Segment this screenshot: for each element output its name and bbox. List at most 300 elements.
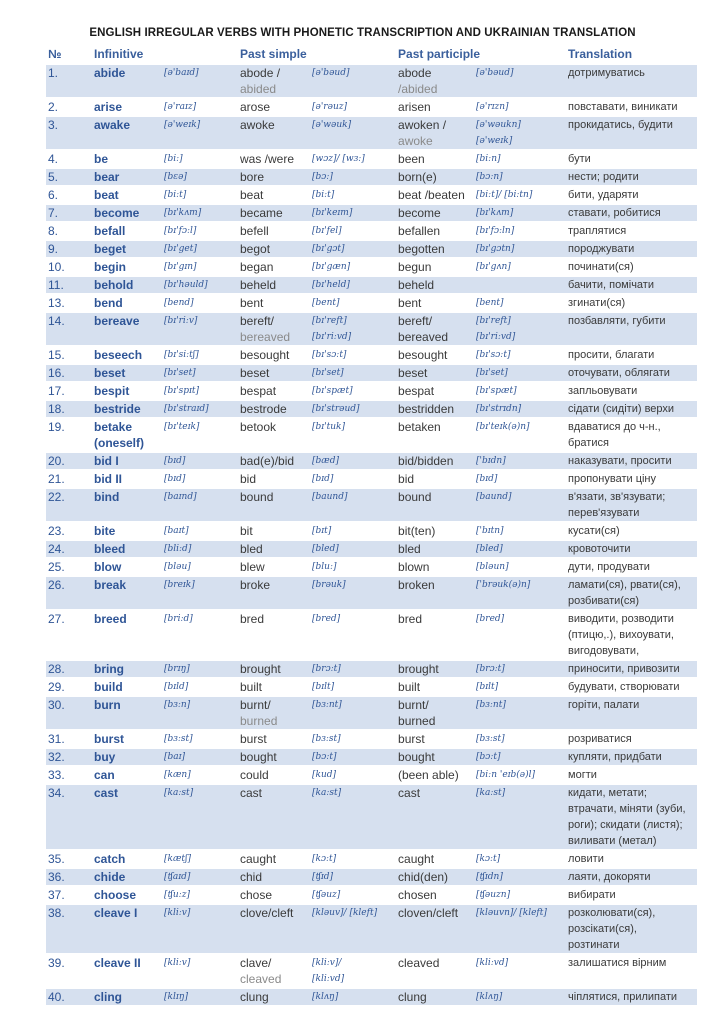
past-participle-transcription: [ʧəuzn] (474, 887, 566, 903)
translation-cell: будувати, створювати (566, 679, 697, 695)
past-participle-transcription: [ʧɪdn] (474, 869, 566, 885)
past-participle-cell: arisen (396, 99, 474, 115)
infinitive-transcription: [bɪd] (162, 471, 238, 487)
row-number: 17. (46, 383, 92, 399)
page-title: ENGLISH IRREGULAR VERBS WITH PHONETIC TRANSCRIPTION AND UKRAINIAN TRANSLATION (89, 27, 636, 39)
header-past-simple: Past simple (240, 47, 307, 61)
past-simple-transcription: [bɪ'set] (310, 365, 396, 381)
past-simple-cell: arose (238, 99, 310, 115)
infinitive-cell: choose (92, 887, 162, 903)
infinitive-transcription: [brɪŋ] (162, 661, 238, 677)
row-number: 36. (46, 869, 92, 885)
infinitive-transcription: [breɪk] (162, 577, 238, 609)
table-row (46, 241, 697, 257)
infinitive-transcription: [ə'raɪz] (162, 99, 238, 115)
past-simple-transcription: [bɪ'gæn] (310, 259, 396, 275)
past-participle-cell: become (396, 205, 474, 221)
table-body (46, 65, 697, 1005)
row-number: 39. (46, 955, 92, 987)
past-participle-transcription: [bɪlt] (474, 679, 566, 695)
row-number: 4. (46, 151, 92, 167)
translation-cell: в'язати, зв'язувати; перев'язувати (566, 489, 697, 521)
translation-cell: бути (566, 151, 697, 167)
past-simple-transcription: [bɜːst] (310, 731, 396, 747)
infinitive-cell: bind (92, 489, 162, 521)
infinitive-cell: bereave (92, 313, 162, 345)
past-participle-transcription: [bɪ'set] (474, 365, 566, 381)
past-participle-transcription: [bɪ'fɔːln] (474, 223, 566, 239)
past-participle-transcription: [bɪ'sɔːt] (474, 347, 566, 363)
infinitive-transcription: [bɪ'teɪk] (162, 419, 238, 451)
past-simple-transcription: [bɪ'keɪm] (310, 205, 396, 221)
past-simple-transcription: [bɪlt] (310, 679, 396, 695)
header-infinitive: Infinitive (94, 47, 144, 61)
past-participle-cell: bit(ten) (396, 523, 474, 539)
table-row (46, 955, 697, 987)
past-simple-cell: bit (238, 523, 310, 539)
infinitive-cell: chide (92, 869, 162, 885)
past-simple-cell: chose (238, 887, 310, 903)
infinitive-transcription: [bləu] (162, 559, 238, 575)
table-row (46, 661, 697, 677)
past-participle-transcription: [kaːst] (474, 785, 566, 849)
row-number: 23. (46, 523, 92, 539)
header-past-participle: Past participle (398, 47, 481, 61)
past-participle-cell: cloven/cleft (396, 905, 474, 953)
row-number: 16. (46, 365, 92, 381)
past-simple-cell: chid (238, 869, 310, 885)
translation-cell: залишатися вірним (566, 955, 697, 987)
past-participle-transcription: [klʌŋ] (474, 989, 566, 1005)
translation-cell: лаяти, докоряти (566, 869, 697, 885)
past-participle-cell: begun (396, 259, 474, 275)
row-number: 35. (46, 851, 92, 867)
infinitive-transcription: [klɪŋ] (162, 989, 238, 1005)
past-participle-transcription: [biːn] (474, 151, 566, 167)
past-simple-transcription: [bɪ'reft] [bɪ'riːvd] (310, 313, 396, 345)
translation-cell: вдаватися до ч-н., братися (566, 419, 697, 451)
row-number: 3. (46, 117, 92, 149)
past-participle-cell: bespat (396, 383, 474, 399)
infinitive-transcription: [ʧaɪd] (162, 869, 238, 885)
table-row (46, 117, 697, 149)
infinitive-transcription: [bɪ'həuld] (162, 277, 238, 293)
past-simple-cell: burst (238, 731, 310, 747)
past-simple-transcription: [bɪ'tuk] (310, 419, 396, 451)
past-simple-transcription: [bɪ'held] (310, 277, 396, 293)
past-participle-cell: bent (396, 295, 474, 311)
infinitive-cell: catch (92, 851, 162, 867)
past-simple-cell: betook (238, 419, 310, 451)
translation-cell: згинати(ся) (566, 295, 697, 311)
past-participle-cell: chid(den) (396, 869, 474, 885)
infinitive-transcription: [bɪ'siːtʃ] (162, 347, 238, 363)
past-participle-cell: burnt/ burned (396, 697, 474, 729)
row-number: 28. (46, 661, 92, 677)
translation-cell: нести; родити (566, 169, 697, 185)
table-row (46, 187, 697, 203)
past-participle-cell: broken (396, 577, 474, 609)
table-row (46, 785, 697, 849)
table-row (46, 383, 697, 399)
table-row (46, 767, 697, 783)
past-participle-cell: caught (396, 851, 474, 867)
past-participle-transcription: ['bɪdn] (474, 453, 566, 469)
table-row (46, 99, 697, 115)
infinitive-transcription: [bɪ'riːv] (162, 313, 238, 345)
past-simple-transcription: [ə'rəuz] (310, 99, 396, 115)
past-participle-transcription: [ə'bəud] (474, 65, 566, 97)
past-participle-transcription: [bɪ'reft] [bɪ'riːvd] (474, 313, 566, 345)
row-number: 10. (46, 259, 92, 275)
past-simple-cell: bent (238, 295, 310, 311)
infinitive-cell: bring (92, 661, 162, 677)
past-simple-cell: bore (238, 169, 310, 185)
translation-cell: могти (566, 767, 697, 783)
past-participle-transcription: [bɪ'gɔtn] (474, 241, 566, 257)
infinitive-transcription: [bɪ'gɪn] (162, 259, 238, 275)
translation-cell: купляти, придбати (566, 749, 697, 765)
infinitive-cell: befall (92, 223, 162, 239)
table-row (46, 731, 697, 747)
infinitive-transcription: [bɪld] (162, 679, 238, 695)
table-row (46, 365, 697, 381)
past-simple-cell: broke (238, 577, 310, 609)
translation-cell: виводити, розводити (птицю,.), вихоувати, вигодовувати, (566, 611, 697, 659)
past-simple-transcription: [ʧɪd] (310, 869, 396, 885)
past-simple-cell: could (238, 767, 310, 783)
past-simple-transcription: [bɪ'gɔt] (310, 241, 396, 257)
table-row (46, 471, 697, 487)
past-participle-transcription: [brɔːt] (474, 661, 566, 677)
translation-cell: сідати (сидіти) верхи (566, 401, 697, 417)
past-simple-transcription: [bɪd] (310, 471, 396, 487)
row-number: 29. (46, 679, 92, 695)
past-participle-transcription: [bɜːst] (474, 731, 566, 747)
past-simple-transcription: [baund] (310, 489, 396, 521)
row-number: 34. (46, 785, 92, 849)
table-row (46, 611, 697, 659)
translation-cell: породжувати (566, 241, 697, 257)
translation-cell: повставати, виникати (566, 99, 697, 115)
infinitive-transcription: [ə'weɪk] (162, 117, 238, 149)
past-participle-cell: bound (396, 489, 474, 521)
infinitive-transcription: [biːt] (162, 187, 238, 203)
infinitive-transcription: [baɪ] (162, 749, 238, 765)
row-number: 11. (46, 277, 92, 293)
translation-cell: дотримуватись (566, 65, 697, 97)
past-simple-cell: clung (238, 989, 310, 1005)
infinitive-transcription: [kæn] (162, 767, 238, 783)
past-simple-transcription: [bɪ'sɔːt] (310, 347, 396, 363)
translation-cell: прокидатись, будити (566, 117, 697, 149)
past-participle-cell: bred (396, 611, 474, 659)
table-row (46, 989, 697, 1005)
past-simple-cell: blew (238, 559, 310, 575)
past-simple-cell: caught (238, 851, 310, 867)
table-row (46, 277, 697, 293)
past-participle-cell: bereft/ bereaved (396, 313, 474, 345)
infinitive-transcription: [ʧuːz] (162, 887, 238, 903)
infinitive-cell: bleed (92, 541, 162, 557)
past-simple-transcription: [bɪ'strəud] (310, 401, 396, 417)
past-participle-cell: born(e) (396, 169, 474, 185)
row-number: 2. (46, 99, 92, 115)
table-row (46, 205, 697, 221)
translation-cell: бити, ударяти (566, 187, 697, 203)
past-participle-transcription: [bred] (474, 611, 566, 659)
past-simple-transcription: [ə'wəuk] (310, 117, 396, 149)
past-simple-cell: was /were (238, 151, 310, 167)
infinitive-transcription: [baɪnd] (162, 489, 238, 521)
table-row (46, 259, 697, 275)
past-participle-transcription: [bɪ'strɪdn] (474, 401, 566, 417)
infinitive-cell: become (92, 205, 162, 221)
past-simple-transcription: [ə'bəud] (310, 65, 396, 97)
past-simple-transcription: [kaːst] (310, 785, 396, 849)
table-row (46, 223, 697, 239)
infinitive-cell: beset (92, 365, 162, 381)
infinitive-transcription: [baɪt] (162, 523, 238, 539)
past-simple-cell: clove/cleft (238, 905, 310, 953)
past-simple-cell: bid (238, 471, 310, 487)
row-number: 31. (46, 731, 92, 747)
infinitive-cell: break (92, 577, 162, 609)
past-simple-cell: abode / abided (238, 65, 310, 97)
past-participle-cell: blown (396, 559, 474, 575)
infinitive-transcription: [bɪ'straɪd] (162, 401, 238, 417)
past-simple-cell: bound (238, 489, 310, 521)
translation-cell: ставати, робитися (566, 205, 697, 221)
past-participle-cell: built (396, 679, 474, 695)
infinitive-transcription: [kaːst] (162, 785, 238, 849)
row-number: 18. (46, 401, 92, 417)
row-number: 7. (46, 205, 92, 221)
row-number: 37. (46, 887, 92, 903)
past-participle-cell: (been able) (396, 767, 474, 783)
past-simple-cell: bestrode (238, 401, 310, 417)
translation-cell: починати(ся) (566, 259, 697, 275)
past-participle-transcription: [kɔːt] (474, 851, 566, 867)
table-row (46, 151, 697, 167)
past-participle-cell: bid/bidden (396, 453, 474, 469)
table-row (46, 541, 697, 557)
past-participle-cell: chosen (396, 887, 474, 903)
infinitive-transcription: [bɛə] (162, 169, 238, 185)
infinitive-cell: buy (92, 749, 162, 765)
past-participle-transcription: [ə'rɪzn] (474, 99, 566, 115)
past-participle-transcription: [bɔːn] (474, 169, 566, 185)
past-participle-transcription: [bɪ'kʌm] (474, 205, 566, 221)
row-number: 1. (46, 65, 92, 97)
past-participle-transcription: [bent] (474, 295, 566, 311)
infinitive-cell: abide (92, 65, 162, 97)
table-row (46, 65, 697, 97)
table-row (46, 295, 697, 311)
past-simple-transcription: [brəuk] (310, 577, 396, 609)
header-translation: Translation (568, 47, 633, 61)
infinitive-cell: bestride (92, 401, 162, 417)
past-participle-transcription: [bɔːt] (474, 749, 566, 765)
past-participle-transcription: ['brəuk(ə)n] (474, 577, 566, 609)
past-simple-cell: befell (238, 223, 310, 239)
table-row (46, 697, 697, 729)
row-number: 21. (46, 471, 92, 487)
infinitive-cell: breed (92, 611, 162, 659)
infinitive-cell: bespit (92, 383, 162, 399)
past-simple-cell: built (238, 679, 310, 695)
translation-cell: горіти, палати (566, 697, 697, 729)
translation-cell: траплятися (566, 223, 697, 239)
table-row (46, 559, 697, 575)
past-simple-cell: beset (238, 365, 310, 381)
past-participle-cell: begotten (396, 241, 474, 257)
verbs-table (46, 44, 697, 1007)
infinitive-transcription: [kliːv] (162, 955, 238, 987)
infinitive-cell: cleave I (92, 905, 162, 953)
past-participle-transcription: [kliːvd] (474, 955, 566, 987)
past-participle-cell: brought (396, 661, 474, 677)
translation-cell: ловити (566, 851, 697, 867)
row-number: 19. (46, 419, 92, 451)
past-participle-cell: awoken / awoke (396, 117, 474, 149)
table-row (46, 851, 697, 867)
past-participle-cell: beat /beaten (396, 187, 474, 203)
row-number: 14. (46, 313, 92, 345)
past-simple-transcription: [brɔːt] (310, 661, 396, 677)
infinitive-transcription: [bɪ'get] (162, 241, 238, 257)
past-simple-cell: clave/ cleaved (238, 955, 310, 987)
past-simple-transcription: [bɜːnt] (310, 697, 396, 729)
row-number: 15. (46, 347, 92, 363)
past-participle-cell: beset (396, 365, 474, 381)
translation-cell: вибирати (566, 887, 697, 903)
past-participle-transcription: [bɪ'teɪk(ə)n] (474, 419, 566, 451)
past-simple-transcription: [kləuv]/ [kleft] (310, 905, 396, 953)
infinitive-cell: beget (92, 241, 162, 257)
row-number: 40. (46, 989, 92, 1005)
row-number: 6. (46, 187, 92, 203)
past-simple-cell: cast (238, 785, 310, 849)
infinitive-cell: bear (92, 169, 162, 185)
table-row (46, 577, 697, 609)
past-simple-cell: bred (238, 611, 310, 659)
past-participle-transcription: ['bɪtn] (474, 523, 566, 539)
infinitive-transcription: [bɪ'fɔːl] (162, 223, 238, 239)
past-simple-transcription: [bluː] (310, 559, 396, 575)
infinitive-transcription: [briːd] (162, 611, 238, 659)
past-participle-cell: burst (396, 731, 474, 747)
infinitive-cell: bite (92, 523, 162, 539)
row-number: 20. (46, 453, 92, 469)
row-number: 24. (46, 541, 92, 557)
past-participle-cell: abode /abided (396, 65, 474, 97)
past-participle-cell: betaken (396, 419, 474, 451)
past-simple-cell: burnt/ burned (238, 697, 310, 729)
infinitive-cell: arise (92, 99, 162, 115)
infinitive-transcription: [ə'baɪd] (162, 65, 238, 97)
past-participle-cell: bid (396, 471, 474, 487)
past-simple-transcription: [bɔː] (310, 169, 396, 185)
table-row (46, 347, 697, 363)
table-row (46, 489, 697, 521)
past-simple-cell: bought (238, 749, 310, 765)
translation-cell: розриватися (566, 731, 697, 747)
translation-cell: бачити, помічати (566, 277, 697, 293)
past-participle-transcription: [bɪ'gʌn] (474, 259, 566, 275)
infinitive-cell: burn (92, 697, 162, 729)
past-participle-transcription: [bɜːnt] (474, 697, 566, 729)
translation-cell: чіплятися, прилипати (566, 989, 697, 1005)
past-simple-transcription: [kud] (310, 767, 396, 783)
infinitive-cell: cling (92, 989, 162, 1005)
table-row (46, 679, 697, 695)
past-simple-cell: began (238, 259, 310, 275)
past-participle-cell: bestridden (396, 401, 474, 417)
infinitive-cell: begin (92, 259, 162, 275)
past-simple-cell: besought (238, 347, 310, 363)
past-participle-transcription: [bɪd] (474, 471, 566, 487)
past-participle-transcription: [baund] (474, 489, 566, 521)
table-row (46, 905, 697, 953)
table-row (46, 523, 697, 539)
past-participle-cell: bought (396, 749, 474, 765)
past-simple-cell: bad(e)/bid (238, 453, 310, 469)
past-participle-cell: besought (396, 347, 474, 363)
infinitive-transcription: [bɪ'kʌm] (162, 205, 238, 221)
past-simple-transcription: [wɔz]/ [wɜː] (310, 151, 396, 167)
past-simple-transcription: [biːt] (310, 187, 396, 203)
row-number: 8. (46, 223, 92, 239)
header-number: № (48, 47, 62, 61)
table-row (46, 869, 697, 885)
past-simple-transcription: [bent] (310, 295, 396, 311)
past-simple-cell: awoke (238, 117, 310, 149)
row-number: 32. (46, 749, 92, 765)
translation-cell: оточувати, облягати (566, 365, 697, 381)
infinitive-cell: bend (92, 295, 162, 311)
infinitive-cell: build (92, 679, 162, 695)
row-number: 27. (46, 611, 92, 659)
infinitive-cell: blow (92, 559, 162, 575)
translation-cell: просити, благати (566, 347, 697, 363)
row-number: 33. (46, 767, 92, 783)
past-simple-transcription: [kliːv]/ [kliːvd] (310, 955, 396, 987)
infinitive-transcription: [bɪ'set] (162, 365, 238, 381)
infinitive-cell: beat (92, 187, 162, 203)
table-row (46, 419, 697, 451)
translation-cell: пропонувати ціну (566, 471, 697, 487)
translation-cell: приносити, привозити (566, 661, 697, 677)
table-row (46, 313, 697, 345)
infinitive-cell: behold (92, 277, 162, 293)
infinitive-transcription: [kliːv] (162, 905, 238, 953)
infinitive-cell: can (92, 767, 162, 783)
row-number: 5. (46, 169, 92, 185)
infinitive-cell: bid I (92, 453, 162, 469)
infinitive-cell: burst (92, 731, 162, 747)
past-participle-transcription: [bled] (474, 541, 566, 557)
infinitive-cell: cast (92, 785, 162, 849)
header-row (46, 46, 697, 63)
translation-cell: запльовувати (566, 383, 697, 399)
past-simple-transcription: [kɔːt] (310, 851, 396, 867)
past-simple-cell: bespat (238, 383, 310, 399)
past-simple-transcription: [bɪt] (310, 523, 396, 539)
table-row (46, 401, 697, 417)
past-participle-cell: cast (396, 785, 474, 849)
infinitive-transcription: [bɪ'spɪt] (162, 383, 238, 399)
